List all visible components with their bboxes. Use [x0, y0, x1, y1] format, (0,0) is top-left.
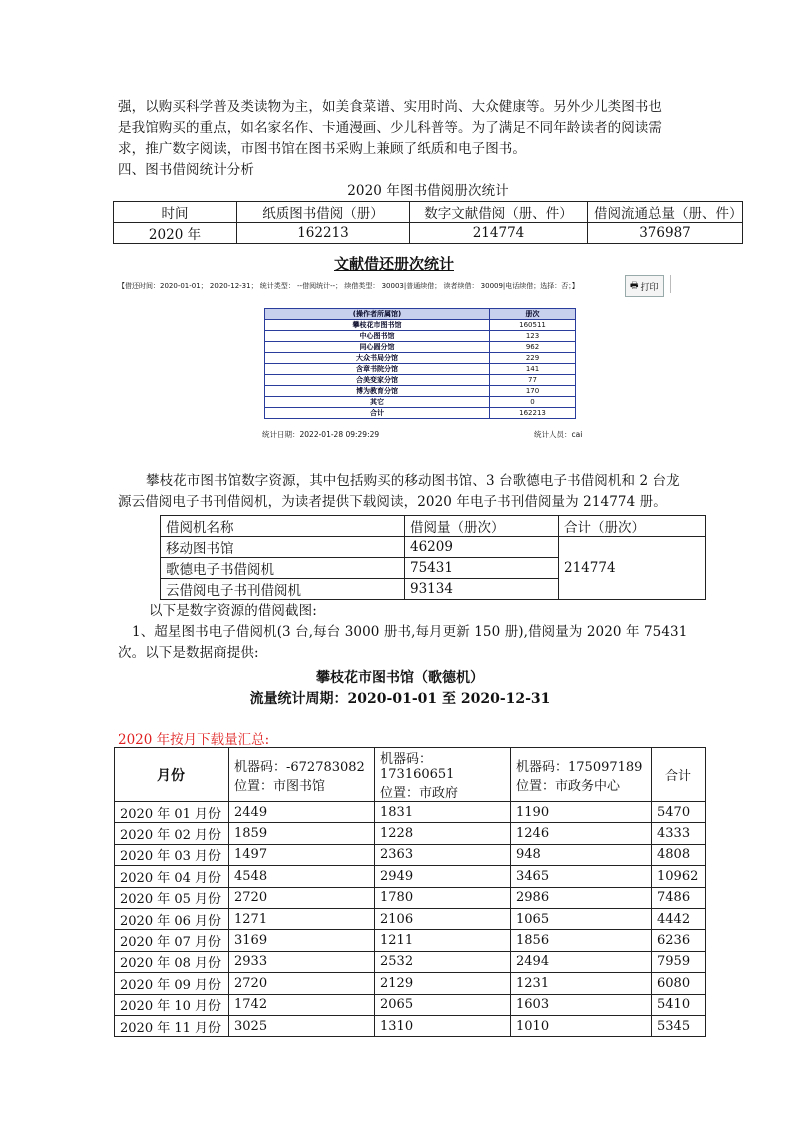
value-cell: 1310 [375, 1015, 511, 1036]
value-cell: 3169 [229, 930, 375, 951]
machine-header-2 [375, 748, 511, 802]
table-cell: 博为教育分馆 [265, 386, 490, 397]
value-cell: 948 [511, 844, 652, 865]
table-row [265, 364, 576, 375]
value-cell: 2720 [229, 887, 375, 908]
month-cell: 2020 年 09 月份 [115, 973, 229, 994]
table-row [115, 1015, 706, 1036]
machine-header-1 [229, 748, 375, 802]
digital-borrow-table [160, 515, 706, 600]
value-cell: 1211 [375, 930, 511, 951]
table-cell: 0 [490, 397, 576, 408]
table-cell: 云借阅电子书刊借阅机 [161, 579, 405, 600]
value-cell: 1246 [511, 823, 652, 844]
table-cell: 攀枝花市图书馆 [265, 320, 490, 331]
section-heading-4: 四、图书借阅统计分析 [118, 162, 254, 178]
table-cell: 170 [490, 386, 576, 397]
table-header-cell: 借阅机名称 [161, 516, 405, 537]
value-cell: 1603 [511, 994, 652, 1015]
total-cell: 6080 [652, 973, 706, 994]
intro-paragraph [118, 97, 718, 181]
total-cell: 5410 [652, 994, 706, 1015]
table-row [115, 994, 706, 1015]
machine-code: 机器码：173160651 [380, 752, 455, 782]
table-header-cell: 借阅流通总量（册、件） [588, 202, 743, 223]
value-cell: 1065 [511, 908, 652, 929]
table-cell: 歌德电子书借阅机 [161, 558, 405, 579]
table-row [114, 223, 743, 244]
table-header-row [161, 516, 706, 537]
total-cell: 4442 [652, 908, 706, 929]
value-cell: 1497 [229, 844, 375, 865]
value-cell: 2933 [229, 951, 375, 972]
table-header-cell: 册次 [490, 309, 576, 320]
total-cell: 6236 [652, 930, 706, 951]
table-cell: 214774 [410, 223, 588, 244]
screenshot-title: 文献借还册次统计 [333, 255, 454, 273]
month-cell: 2020 年 10 月份 [115, 994, 229, 1015]
table-row [115, 866, 706, 887]
table-cell: 160511 [490, 320, 576, 331]
table-cell: 77 [490, 375, 576, 386]
total-cell: 7486 [652, 887, 706, 908]
value-cell: 2106 [375, 908, 511, 929]
value-cell: 2363 [375, 844, 511, 865]
embedded-screenshot [114, 253, 674, 443]
table-header-row [114, 202, 743, 223]
table-row [115, 887, 706, 908]
value-cell: 4548 [229, 866, 375, 887]
table-row [265, 342, 576, 353]
para3-line-2: 1、超星图书电子借阅机(3 台,每台 3000 册书,每月更新 150 册),借阅量为 2020 年 75431 [132, 624, 688, 640]
borrow-stats-table [113, 201, 743, 244]
value-cell: 1010 [511, 1015, 652, 1036]
table-header-row [265, 309, 576, 320]
table-row [265, 375, 576, 386]
table-row [115, 802, 706, 823]
table-header-row [115, 748, 706, 802]
total-cell: 4333 [652, 823, 706, 844]
table-header-cell: 借阅量（册次） [405, 516, 559, 537]
report-title: 攀枝花市图书馆（歌德机） [316, 670, 484, 686]
table-cell: 中心图书馆 [265, 331, 490, 342]
table1-caption: 2020 年图书借阅册次统计 [347, 183, 509, 199]
monthly-download-table [114, 747, 706, 1037]
intro-line-2: 是我馆购买的重点，如名家名作、卡通漫画、少儿科普等。为了满足不同年龄读者的阅读需 [118, 120, 662, 136]
total-cell: 4808 [652, 844, 706, 865]
value-cell: 1190 [511, 802, 652, 823]
printer-icon: 🖶 [630, 281, 639, 291]
total-header: 合计 [652, 748, 706, 802]
print-button[interactable] [625, 275, 664, 297]
machine-code: 机器码：-672783082 [234, 759, 365, 775]
table-row [115, 908, 706, 929]
value-cell: 1856 [511, 930, 652, 951]
table-cell: 141 [490, 364, 576, 375]
table-cell: 162213 [490, 408, 576, 419]
value-cell: 2986 [511, 887, 652, 908]
table-row [115, 930, 706, 951]
table-header-cell: 纸质图书借阅（册） [237, 202, 410, 223]
value-cell: 2720 [229, 973, 375, 994]
value-cell: 1271 [229, 908, 375, 929]
machine-location: 位置：市政务中心 [516, 778, 621, 794]
table-cell: 123 [490, 331, 576, 342]
month-cell: 2020 年 02 月份 [115, 823, 229, 844]
month-cell: 2020 年 06 月份 [115, 908, 229, 929]
machine-location: 位置：市图书馆 [234, 778, 326, 794]
table-header-cell: 数字文献借阅（册、件） [410, 202, 588, 223]
value-cell: 1831 [375, 802, 511, 823]
table-header-cell: (操作者所属馆) [265, 309, 490, 320]
table-row [115, 844, 706, 865]
para3-line-1: 以下是数字资源的借阅截图: [149, 603, 317, 619]
table-header-cell: 时间 [114, 202, 237, 223]
month-cell: 2020 年 04 月份 [115, 866, 229, 887]
table-row [115, 951, 706, 972]
machine-location: 位置：市政府 [380, 786, 459, 801]
query-conditions: 【借还时间：2020-01-01； 2020-12-31； 统计类型： --借阅统计--； 续借类型： 30003|普通续借； 读者续借： 30009|电话续借；选择：否；】 [118, 282, 579, 290]
table-row [265, 386, 576, 397]
table-cell: 同心圆分馆 [265, 342, 490, 353]
table-cell: 2020 年 [114, 223, 237, 244]
value-cell: 2129 [375, 973, 511, 994]
table-cell: 合计 [265, 408, 490, 419]
table-cell: 75431 [405, 558, 559, 579]
value-cell: 3465 [511, 866, 652, 887]
value-cell: 2065 [375, 994, 511, 1015]
table-row [265, 320, 576, 331]
table-row [115, 973, 706, 994]
month-header: 月份 [115, 748, 229, 802]
month-cell: 2020 年 08 月份 [115, 951, 229, 972]
table-cell: 大众书局分馆 [265, 353, 490, 364]
value-cell: 1742 [229, 994, 375, 1015]
value-cell: 1228 [375, 823, 511, 844]
total-cell: 10962 [652, 866, 706, 887]
table-header-cell: 合计（册次） [559, 516, 706, 537]
digital-resources-paragraph [118, 471, 738, 513]
value-cell: 1859 [229, 823, 375, 844]
month-cell: 2020 年 01 月份 [115, 802, 229, 823]
value-cell: 2449 [229, 802, 375, 823]
table-row [265, 408, 576, 419]
table-cell: 962 [490, 342, 576, 353]
value-cell: 1231 [511, 973, 652, 994]
table-row [265, 331, 576, 342]
table-row [161, 537, 706, 558]
total-cell: 5345 [652, 1015, 706, 1036]
table-cell: 其它 [265, 397, 490, 408]
month-cell: 2020 年 05 月份 [115, 887, 229, 908]
intro-line-3: 求，推广数字阅读，市图书馆在图书采购上兼顾了纸质和电子图书。 [118, 141, 526, 157]
report-period: 流量统计周期：2020-01-01 至 2020-12-31 [249, 691, 551, 707]
table-cell: 376987 [588, 223, 743, 244]
value-cell: 2494 [511, 951, 652, 972]
value-cell: 2949 [375, 866, 511, 887]
value-cell: 2532 [375, 951, 511, 972]
table-cell: 46209 [405, 537, 559, 558]
value-cell: 3025 [229, 1015, 375, 1036]
total-cell: 7959 [652, 951, 706, 972]
para2-line-1: 攀枝花市图书馆数字资源，其中包括购买的移动图书馆、3 台歌德电子书借阅机和 2 台龙 [146, 473, 680, 489]
table-total-cell: 214774 [559, 537, 706, 600]
branch-stats-table [264, 308, 576, 419]
monthly-rows [115, 802, 706, 1037]
stats-person: 统计人员：cai [534, 430, 583, 439]
screenshot-intro-paragraph [118, 601, 738, 664]
month-cell: 2020 年 11 月份 [115, 1015, 229, 1036]
month-cell: 2020 年 03 月份 [115, 844, 229, 865]
table-cell: 合美变家分馆 [265, 375, 490, 386]
table-row [115, 823, 706, 844]
para3-line-3: 次。以下是数据商提供: [118, 645, 259, 661]
summary-label: 2020 年按月下载量汇总: [118, 732, 270, 748]
table-cell: 移动图书馆 [161, 537, 405, 558]
table-cell: 含章书院分馆 [265, 364, 490, 375]
table-row [265, 353, 576, 364]
stats-date: 统计日期：2022-01-28 09:29:29 [262, 430, 380, 439]
value-cell: 1780 [375, 887, 511, 908]
total-cell: 5470 [652, 802, 706, 823]
machine-header-3 [511, 748, 652, 802]
table-cell: 93134 [405, 579, 559, 600]
para2-line-2: 源云借阅电子书刊借阅机，为读者提供下载阅读，2020 年电子书刊借阅量为 214774 册。 [118, 494, 667, 510]
table-row [265, 397, 576, 408]
table-cell: 229 [490, 353, 576, 364]
month-cell: 2020 年 07 月份 [115, 930, 229, 951]
table-cell: 162213 [237, 223, 410, 244]
print-label: 打印 [640, 282, 659, 293]
divider [670, 275, 671, 293]
machine-code: 机器码：175097189 [516, 759, 643, 775]
intro-line-1: 强，以购买科学普及类读物为主，如美食菜谱、实用时尚、大众健康等。另外少儿类图书也 [118, 99, 662, 115]
